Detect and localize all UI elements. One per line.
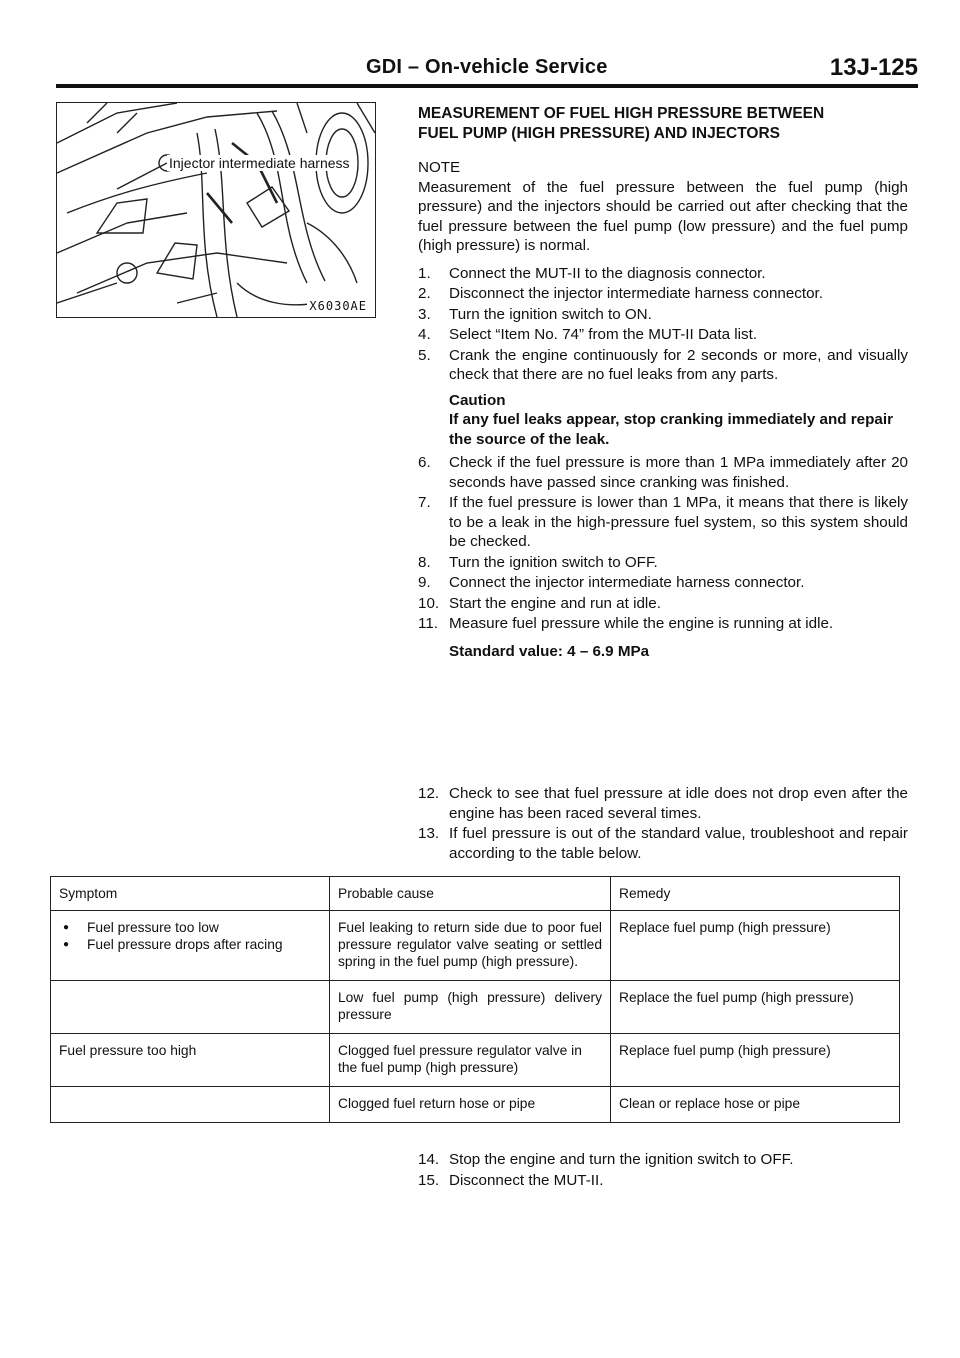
step-2: 2. Disconnect the injector intermediate harness connector. bbox=[418, 285, 823, 302]
troubleshooting-table bbox=[50, 876, 900, 1123]
step-3: 3. Turn the ignition switch to ON. bbox=[418, 305, 652, 323]
figure-callout: Injector intermediate harness bbox=[169, 155, 350, 171]
step-9: 9. Connect the injector intermediate harness connector. bbox=[418, 574, 805, 591]
steps-list-b bbox=[418, 453, 908, 634]
cause-cell: Fuel leaking to return side due to poor fuel pressure regulator valve seating or settled spring in the fuel pump (high pressure). bbox=[330, 911, 611, 981]
note-text: Measurement of the fuel pressure between the fuel pump (high pressure) and the injectors should be carried out after checking that the fuel pressure between the fuel pump (low pressure) and the fuel pump (high pressure) is normal. bbox=[418, 178, 908, 254]
step-15: 15. Disconnect the MUT-II. bbox=[418, 1171, 604, 1189]
symptom-cell-continued bbox=[51, 981, 330, 1034]
step-5: 5. Crank the engine continuously for 2 seconds or more, and visually check that there are no fuel leaks from any parts. bbox=[418, 346, 908, 383]
table-header-row bbox=[51, 877, 900, 911]
remedy-cell: Replace fuel pump (high pressure) bbox=[611, 911, 900, 981]
step-10: 10. Start the engine and run at idle. bbox=[418, 594, 661, 612]
header-rule bbox=[56, 84, 918, 88]
caution-block bbox=[418, 391, 908, 450]
cause-cell: Clogged fuel return hose or pipe bbox=[330, 1087, 611, 1123]
step-1: 1. Connect the MUT-II to the diagnosis connector. bbox=[418, 264, 766, 282]
remedy-cell: Replace fuel pump (high pressure) bbox=[611, 1034, 900, 1087]
symptom-item: ● Fuel pressure too low bbox=[59, 919, 321, 936]
procedure-column bbox=[418, 104, 908, 661]
steps-list-a bbox=[418, 264, 908, 385]
caution-text: If any fuel leaks appear, stop cranking immediately and repair the source of the leak. bbox=[449, 411, 893, 448]
step-6: 6. Check if the fuel pressure is more than 1 MPa immediately after 20 seconds have passed since cranking was finished. bbox=[418, 454, 908, 491]
header-cause: Probable cause bbox=[330, 877, 611, 911]
remedy-cell: Clean or replace hose or pipe bbox=[611, 1087, 900, 1123]
step-14: 14. Stop the engine and turn the ignition switch to OFF. bbox=[418, 1151, 794, 1168]
header-remedy: Remedy bbox=[611, 877, 900, 911]
table-row bbox=[51, 981, 900, 1034]
symptom-cell: Fuel pressure too high bbox=[51, 1034, 330, 1087]
step-4: 4. Select “Item No. 74” from the MUT-II Data list. bbox=[418, 326, 758, 343]
engine-drawing bbox=[57, 103, 375, 317]
page-title: GDI – On-vehicle Service bbox=[366, 56, 608, 78]
symptom-list bbox=[59, 919, 321, 953]
step-12: 12. Check to see that fuel pressure at idle does not drop even after the engine has been raced several times. bbox=[418, 785, 908, 822]
page-number: 13J-125 bbox=[829, 54, 918, 81]
engine-illustration bbox=[56, 102, 376, 318]
procedure-final bbox=[418, 1150, 908, 1191]
step-11: 11. Measure fuel pressure while the engine is running at idle. bbox=[418, 615, 834, 632]
standard-value: Standard value: 4 – 6.9 MPa bbox=[449, 642, 650, 660]
procedure-continued bbox=[418, 784, 908, 864]
step-7: 7. If the fuel pressure is lower than 1 MPa, it means that there is likely to be a leak in the high-pressure fuel system, so this system should be checked. bbox=[418, 494, 908, 550]
table-row bbox=[51, 1087, 900, 1123]
note-label: NOTE bbox=[418, 159, 461, 176]
caution-label: Caution bbox=[449, 391, 506, 409]
cause-cell: Clogged fuel pressure regulator valve in the fuel pump (high pressure) bbox=[330, 1034, 611, 1087]
table-row bbox=[51, 911, 900, 981]
symptom-cell bbox=[51, 911, 330, 981]
table-row bbox=[51, 1034, 900, 1087]
step-13: 13. If fuel pressure is out of the standard value, troubleshoot and repair according to the table below. bbox=[418, 825, 908, 862]
cause-cell: Low fuel pump (high pressure) delivery pressure bbox=[330, 981, 611, 1034]
steps-list-d bbox=[418, 1150, 908, 1190]
section-heading: MEASUREMENT OF FUEL HIGH PRESSURE BETWEEN FUEL PUMP (HIGH PRESSURE) AND INJECTORS bbox=[418, 105, 825, 142]
page-header bbox=[56, 54, 918, 84]
step-8: 8. Turn the ignition switch to OFF. bbox=[418, 553, 658, 571]
header-symptom: Symptom bbox=[51, 877, 330, 911]
remedy-cell: Replace the fuel pump (high pressure) bbox=[611, 981, 900, 1034]
symptom-item: ● Fuel pressure drops after racing bbox=[59, 936, 321, 953]
symptom-cell-continued bbox=[51, 1087, 330, 1123]
steps-list-c bbox=[418, 784, 908, 863]
figure-code: X6030AE bbox=[309, 299, 367, 313]
